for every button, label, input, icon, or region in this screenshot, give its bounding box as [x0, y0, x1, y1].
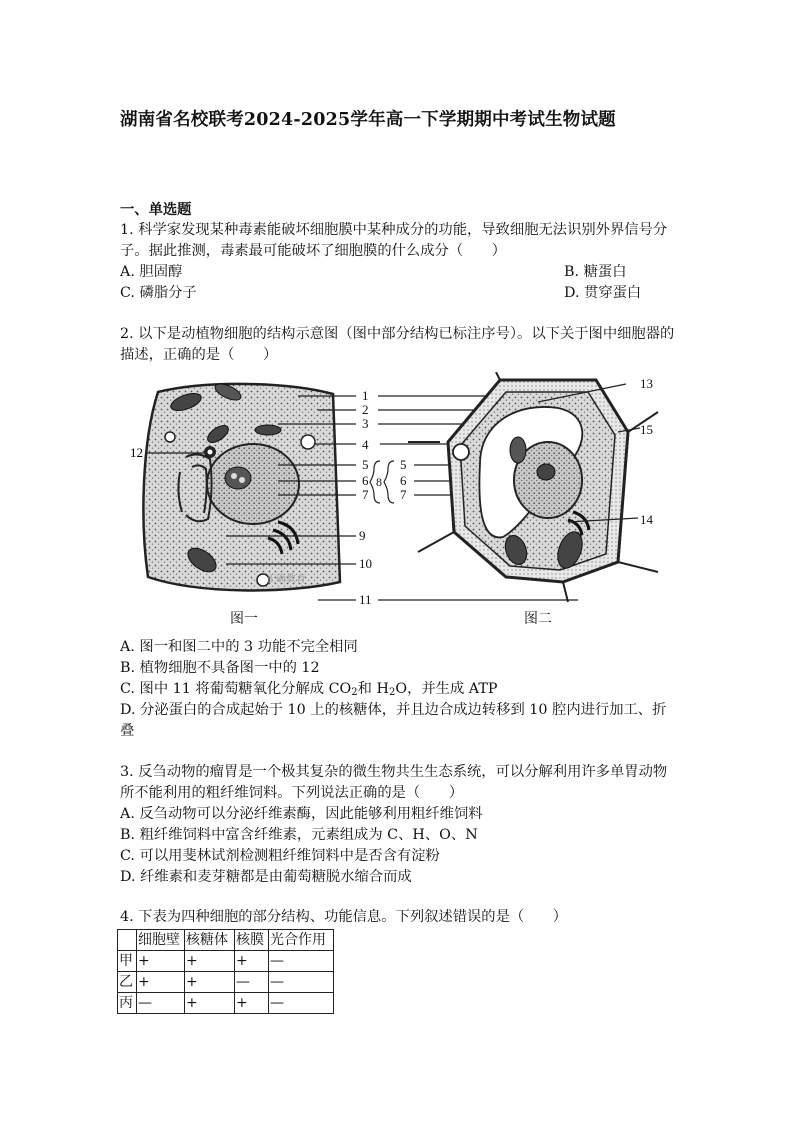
- label-2: 2: [362, 402, 369, 417]
- q2-stem: 2. 以下是动植物细胞的结构示意图（图中部分结构已标注序号）。以下关于图中细胞器的描述，正确的是（ ）: [120, 326, 675, 363]
- table-cell: +: [185, 972, 235, 993]
- table-header-row: [118, 930, 334, 951]
- label-1: 1: [362, 388, 369, 403]
- q2-option-b: B. 植物细胞不具备图一中的 12: [120, 660, 320, 676]
- animal-nucleus: [207, 444, 299, 524]
- table-cell: —: [137, 993, 185, 1014]
- q2-option-c: C. 图中 11 将葡萄糖氧化分解成 $CO_2$和 $H_2O$，并生成 ATP: [120, 681, 498, 698]
- label-13: 13: [640, 376, 653, 391]
- table-header-cell: 光合作用: [269, 930, 334, 951]
- table-cell: —: [269, 972, 334, 993]
- q2-option-a: A. 图一和图二中的 3 功能不完全相同: [120, 639, 358, 655]
- q3-option-a: A. 反刍动物可以分泌纤维素酶，因此能够利用粗纤维饲料: [120, 806, 483, 822]
- table-header-cell: 核糖体: [185, 930, 235, 951]
- figure-caption-1: 图一: [230, 611, 258, 627]
- label-8: 8: [376, 475, 382, 489]
- table-cell: 乙: [118, 972, 137, 993]
- plant-vesicle: [453, 444, 469, 460]
- q3-option-d: D. 纤维素和麦芽糖都是由葡萄糖脱水缩合而成: [120, 869, 412, 885]
- q2-option-d: D. 分泌蛋白的合成起始于 10 上的核糖体，并且边合成边转移到 10 腔内进行加工、折叠: [120, 702, 667, 739]
- label-15: 15: [640, 422, 653, 437]
- animal-nucleolus: [225, 467, 251, 489]
- table-header-cell: 细胞壁: [137, 930, 185, 951]
- table-row: [118, 951, 334, 972]
- label-3: 3: [362, 416, 369, 431]
- table-header-cell: 核膜: [235, 930, 269, 951]
- label-10: 10: [359, 556, 372, 571]
- section-heading: 一、单选题: [120, 202, 192, 218]
- label-5-plant: 5: [400, 457, 407, 472]
- animal-cell-diagram: [130, 381, 340, 591]
- table-cell: +: [137, 972, 185, 993]
- table-cell: —: [269, 993, 334, 1014]
- q3-option-b: B. 粗纤维饲料中富含纤维素，元素组成为 C、H、O、N: [120, 827, 478, 843]
- table-row: [118, 972, 334, 993]
- label-7: 7: [362, 487, 369, 502]
- table-cell: —: [269, 951, 334, 972]
- label-5: 5: [362, 457, 369, 472]
- table-cell: +: [185, 951, 235, 972]
- label-11: 11: [359, 592, 372, 607]
- q3-option-c: C. 可以用斐林试剂检测粗纤维饲料中是否含有淀粉: [120, 848, 440, 864]
- label-6-plant: 6: [400, 473, 407, 488]
- label-7-plant: 7: [400, 487, 407, 502]
- table-cell: +: [235, 993, 269, 1014]
- q1-stem: 1. 科学家发现某种毒素能破坏细胞膜中某种成分的功能，导致细胞无法识别外界信号分子。据此推测，毒素最可能破坏了细胞膜的什么成分（ ）: [120, 222, 668, 259]
- cell-diagram-figure: [118, 372, 678, 630]
- animal-lysosome: [301, 435, 315, 449]
- watermark-text: 正确教育: [266, 574, 306, 585]
- label-14: 14: [640, 512, 653, 527]
- table-row: [118, 993, 334, 1014]
- page-title: 湖南省名校联考2024-2025学年高一下学期期中考试生物试题: [120, 110, 616, 130]
- table-cell: +: [185, 993, 235, 1014]
- q1-option-d: D. 贯穿蛋白: [564, 285, 642, 301]
- table-cell: +: [137, 951, 185, 972]
- table-cell: +: [235, 951, 269, 972]
- label-12: 12: [130, 445, 143, 460]
- table-header-cell: [118, 930, 137, 951]
- table-cell: 丙: [118, 993, 137, 1014]
- figure-caption-2: 图二: [524, 611, 552, 627]
- table-cell: —: [235, 972, 269, 993]
- q4-table: [117, 929, 334, 1014]
- q1-option-c: C. 磷脂分子: [120, 285, 197, 301]
- q1-option-a: A. 胆固醇: [120, 264, 183, 280]
- q4-stem: 4. 下表为四种细胞的部分结构、功能信息。下列叙述错误的是（ ）: [120, 909, 568, 925]
- table-cell: 甲: [118, 951, 137, 972]
- q3-stem: 3. 反刍动物的瘤胃是一个极其复杂的微生物共生生态系统，可以分解利用许多单胃动物所不能利用的粗纤维饲料。下列说法正确的是（ ）: [120, 764, 668, 801]
- label-9: 9: [359, 528, 366, 543]
- plant-cell-diagram: [408, 372, 658, 602]
- label-6: 6: [362, 473, 369, 488]
- label-4: 4: [362, 437, 369, 452]
- q1-option-b: B. 糖蛋白: [564, 264, 627, 280]
- centrosome: [204, 446, 216, 458]
